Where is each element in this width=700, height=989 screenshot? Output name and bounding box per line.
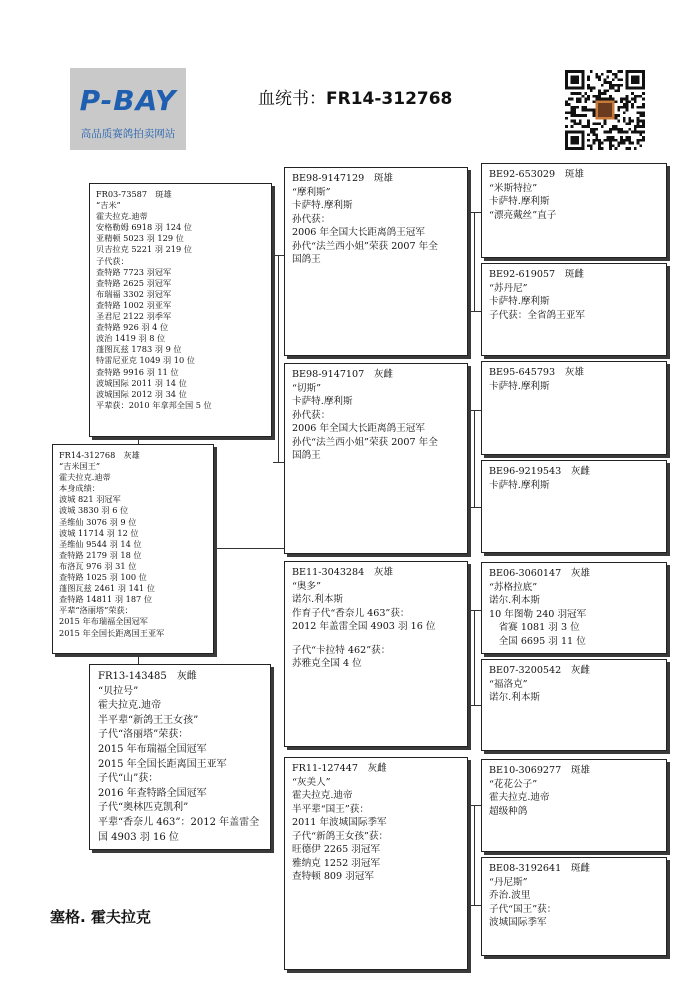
card-line: 平辈“洛丽塔”荣获： — [59, 605, 133, 616]
card-line: 国 4903 羽 16 位 — [98, 831, 179, 843]
card-line: 查特路 14811 羽 187 位 — [59, 594, 153, 605]
card-line: 霍夫拉克.迪帝 — [292, 790, 353, 801]
pbay-logo — [70, 68, 186, 150]
card-line: 查特路 1025 羽 100 位 — [59, 572, 147, 583]
grandparent-card — [284, 561, 468, 747]
card-line: 查特路 1002 羽亚军 — [96, 299, 172, 310]
card-line: 子代“山”获： — [98, 773, 159, 785]
card-line: “漂亮戴丝”直子 — [489, 209, 557, 221]
card-line: 2015 年布瑞福全国冠军 — [98, 743, 207, 755]
ring-number: FR14-312768 灰雄 — [59, 450, 140, 460]
card-line: 2012 年盖雷全国 4903 羽 16 位 — [292, 621, 436, 632]
logo-brand: P-BAY — [79, 84, 177, 117]
card-line: 查特路 2179 羽 18 位 — [59, 549, 142, 560]
card-line: “贝拉号” — [98, 685, 139, 697]
card-line: 布瑞福 3302 羽冠军 — [96, 288, 172, 299]
dam-card — [89, 664, 271, 850]
card-line: 平辈“香奈儿 463”：2012 年盖雷全 — [98, 816, 260, 828]
card-line: 霍夫拉克.迪帝 — [489, 792, 550, 803]
ring-number: BE10-3069277 斑雄 — [489, 765, 591, 776]
card-line: 本身成绩： — [59, 483, 100, 494]
card-line: 圣君尼 2122 羽季军 — [96, 311, 172, 322]
card-line: 波城国际 2011 羽 14 位 — [96, 377, 187, 388]
great-grandparent-card — [481, 163, 667, 258]
card-line: “吉米国王” — [59, 461, 101, 472]
card-line: 2016 年查特路全国冠军 — [98, 787, 207, 799]
card-line: 波城国际 2012 羽 34 位 — [96, 388, 187, 399]
card-line: “米斯特拉” — [489, 182, 538, 194]
great-grandparent-card — [481, 361, 667, 455]
card-line: 波城 821 羽冠军 — [59, 494, 121, 505]
ring-number: BE08-3192641 斑雌 — [489, 863, 591, 874]
card-line: 卡萨特.摩利斯 — [489, 380, 550, 392]
card-line: 旺德伊 2265 羽冠军 — [292, 844, 381, 855]
card-line: 超级种鸽 — [489, 805, 528, 817]
card-line: 诺尔.利本斯 — [489, 692, 541, 703]
great-grandparent-card — [481, 263, 667, 356]
great-grandparent-card — [481, 857, 667, 956]
ring-number: BE95-645793 灰雄 — [489, 367, 584, 378]
card-line: 苏雅克全国 4 位 — [292, 658, 362, 669]
card-line: “摩利斯” — [292, 186, 331, 198]
card-line: 国鸽王 — [292, 450, 321, 461]
ring-number: BE92-653029 斑雄 — [489, 169, 584, 180]
card-line: 子代“卡拉特 462”获： — [292, 644, 391, 656]
card-line: 查特路 926 羽 4 位 — [96, 322, 169, 333]
card-line: 子代“新鸽王女孩”获： — [292, 830, 389, 842]
ring-number: BE06-3060147 灰雄 — [489, 568, 591, 579]
great-grandparent-card — [481, 759, 667, 852]
card-line: 波治 1419 羽 8 位 — [96, 333, 166, 344]
logo-slogan: 高品质赛鸽拍卖网站 — [80, 128, 176, 140]
connector — [469, 805, 481, 806]
ring-number: FR11-127447 灰雌 — [292, 763, 387, 774]
card-line: 圣维仙 3076 羽 9 位 — [59, 516, 137, 527]
card-line: 作育子代“香奈儿 463”获： — [292, 607, 410, 619]
great-grandparent-card — [481, 659, 667, 751]
connector — [469, 507, 481, 508]
card-line: 全国 6695 羽 11 位 — [489, 635, 586, 647]
title-label: 血统书： — [258, 89, 326, 109]
card-line: 平辈获：2010 年拿邦全国 5 位 — [96, 399, 212, 410]
card-line: 波城 3830 羽 6 位 — [59, 505, 129, 516]
grandparent-card — [284, 167, 468, 356]
subject-card — [52, 444, 214, 654]
ring-number: BE98-9147129 斑雄 — [292, 173, 394, 184]
card-line: 孙代获： — [292, 213, 331, 225]
card-line: 孙代“法兰西小姐”荣获 2007 年全 — [292, 436, 438, 448]
connector — [469, 410, 481, 411]
connector — [469, 311, 481, 312]
card-line: “切斯” — [292, 382, 321, 394]
card-line: 省赛 1081 羽 3 位 — [489, 622, 580, 633]
card-line: “灰美人” — [292, 776, 331, 788]
card-line: 卡萨特.摩利斯 — [489, 479, 550, 491]
card-line: 诺尔.利本斯 — [489, 595, 541, 606]
connector — [214, 548, 284, 549]
card-line: 2006 年全国大长距离鸽王冠军 — [292, 423, 425, 434]
card-line: 特雷尼亚克 1049 羽 10 位 — [96, 355, 195, 366]
card-line: 查特路 9916 羽 11 位 — [96, 366, 179, 377]
card-line: 卡萨特.摩利斯 — [489, 196, 550, 207]
card-line: 子代“奥林匹克凯利” — [98, 802, 189, 814]
card-line: 2015 年布瑞福全国冠军 — [59, 616, 148, 627]
card-line: 子代获：全省鸽王亚军 — [489, 309, 585, 321]
card-line: 霍夫拉克.迪蒂 — [59, 472, 111, 483]
ring-number: BE92-619057 斑雌 — [489, 269, 584, 280]
card-line: 半平辈“国王”获： — [292, 803, 369, 815]
great-grandparent-card — [481, 562, 667, 654]
ring-number: BE07-3200542 灰雌 — [489, 665, 591, 676]
card-line: 蓬图瓦兹 2461 羽 141 位 — [59, 583, 155, 594]
card-line: 圣维仙 9544 羽 14 位 — [59, 538, 142, 549]
card-line: 亚精顿 5023 羽 129 位 — [96, 233, 184, 244]
qr-code-icon — [565, 70, 645, 150]
card-line: 子代“洛丽塔”荣获： — [98, 729, 189, 741]
card-line: 国鸽王 — [292, 254, 321, 265]
connector — [469, 212, 481, 213]
connector — [469, 610, 481, 611]
card-line: 查特路 7723 羽冠军 — [96, 266, 172, 277]
card-line: 2015 年全国长距离国王亚军 — [59, 627, 165, 638]
card-line: 霍夫拉克.迪蒂 — [96, 211, 148, 222]
owner-name: 塞格. 霍夫拉克 — [50, 908, 151, 926]
page-title — [258, 84, 452, 109]
card-line: 半平辈“新鸽王王女孩” — [98, 714, 199, 726]
card-line: 布洛瓦 976 羽 31 位 — [59, 560, 137, 571]
card-line: “花花公子” — [489, 778, 538, 790]
card-line: 子代“国王”获： — [489, 903, 557, 915]
connector — [469, 905, 481, 906]
card-gap — [292, 634, 460, 644]
card-line: 2011 年波城国际季军 — [292, 817, 387, 828]
card-line: 卡萨特.摩利斯 — [292, 396, 353, 407]
ring-number: BE11-3043284 灰雄 — [292, 567, 394, 578]
ring-number: FR03-73587 斑雄 — [96, 189, 172, 199]
title-code: FR14-312768 — [326, 89, 453, 109]
sire-card — [89, 183, 272, 437]
great-grandparent-card — [481, 460, 667, 553]
connector — [278, 255, 279, 463]
card-line: 雅纳克 1252 羽冠军 — [292, 857, 381, 869]
card-line: “福洛克” — [489, 678, 528, 690]
card-line: “奥多” — [292, 580, 321, 592]
card-line: 诺尔.利本斯 — [292, 594, 344, 605]
connector — [474, 805, 475, 906]
card-line: 乔治.波里 — [489, 890, 531, 901]
connector — [474, 410, 475, 508]
card-line: 查特顿 809 羽冠军 — [292, 871, 374, 882]
card-line: 2015 年全国长距离国王亚军 — [98, 758, 227, 770]
ring-number: BE96-9219543 灰雌 — [489, 466, 591, 477]
card-line: 2006 年全国大长距离鸽王冠军 — [292, 227, 425, 238]
ring-number: BE98-9147107 灰雌 — [292, 369, 394, 380]
card-line: 查特路 2625 羽冠军 — [96, 277, 172, 288]
card-line: “吉米” — [96, 200, 121, 211]
card-line: 孙代“法兰西小姐”荣获 2007 年全 — [292, 240, 438, 252]
card-line: 卡萨特.摩利斯 — [292, 200, 353, 211]
card-line: 蓬图瓦兹 1783 羽 9 位 — [96, 344, 182, 355]
card-line: “苏丹尼” — [489, 282, 528, 294]
card-line: 孙代获： — [292, 409, 331, 421]
grandparent-card — [284, 363, 468, 554]
connector — [474, 212, 475, 312]
card-line: 贝吉拉克 5221 羽 219 位 — [96, 244, 192, 255]
connector — [474, 610, 475, 706]
card-line: 卡萨特.摩利斯 — [489, 296, 550, 307]
card-line: 10 年图勒 240 羽冠军 — [489, 608, 587, 620]
card-line: “丹尼斯” — [489, 876, 528, 888]
card-line: 子代获： — [96, 255, 129, 266]
card-line: 安格勒姆 6918 羽 124 位 — [96, 222, 192, 233]
card-line: 波城国际季军 — [489, 917, 547, 928]
ring-number: FR13-143485 灰雌 — [98, 671, 197, 682]
card-line: “苏格拉底” — [489, 581, 538, 593]
grandparent-card — [284, 757, 468, 970]
connector — [469, 705, 481, 706]
card-line: 霍夫拉克.迪帝 — [98, 700, 162, 712]
card-line: 波城 11714 羽 12 位 — [59, 527, 139, 538]
